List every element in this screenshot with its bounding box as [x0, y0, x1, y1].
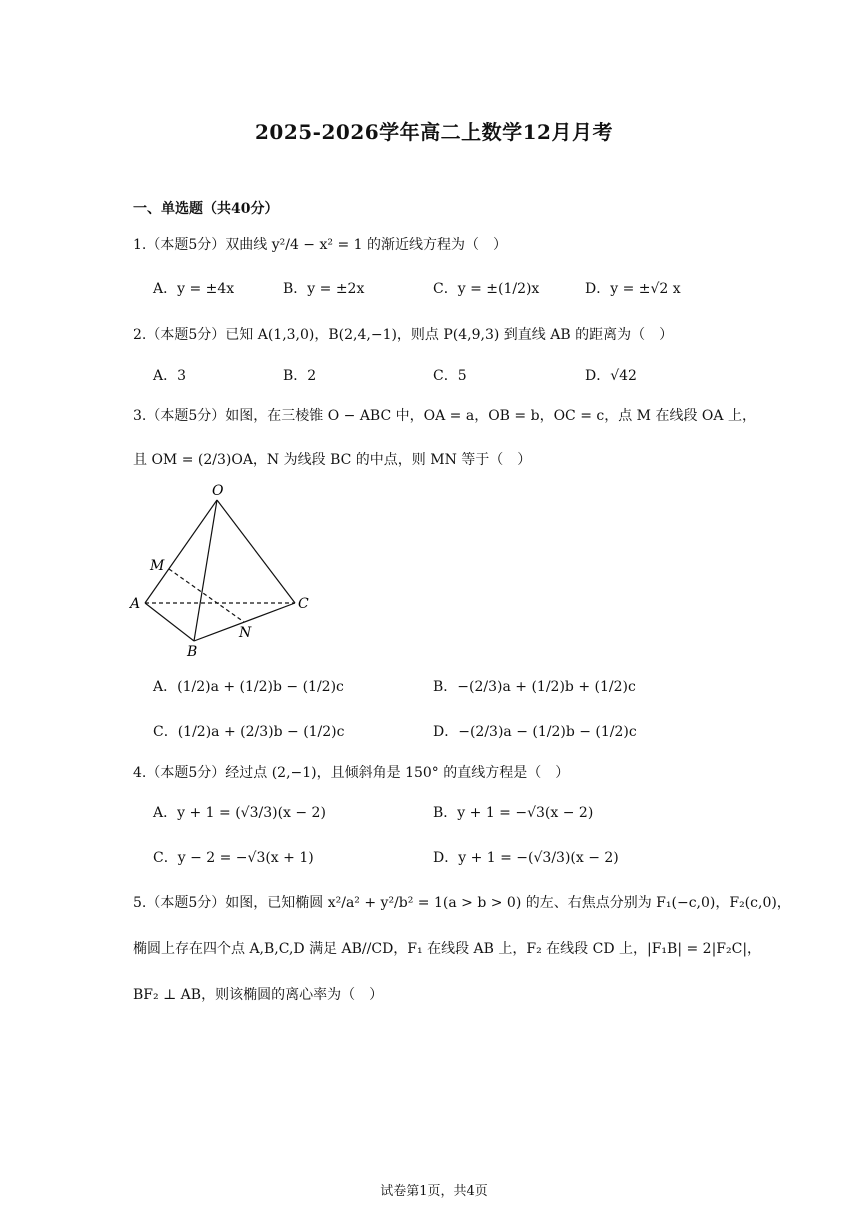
question-1-option-a[interactable]: A．y = ±4x [153, 281, 235, 297]
label-n: N [239, 625, 252, 641]
question-1-option-b[interactable]: B．y = ±2x [283, 281, 365, 297]
question-2-option-c[interactable]: C．5 [433, 368, 467, 384]
label-a: A [130, 596, 141, 612]
label-b: B [187, 644, 198, 658]
question-5-stem-line-1: 5.（本题5分）如图，已知椭圆 x²/a² + y²/b² = 1(a > b > 0) 的左、右焦点分别为 F₁(−c,0)，F₂(c,0)， [133, 895, 791, 911]
edge-oa [145, 500, 217, 603]
section-heading: 一、单选题（共40分） [133, 201, 279, 217]
page-footer: 试卷第1页，共4页 [380, 1184, 488, 1199]
question-4-option-b[interactable]: B．y + 1 = −√3(x − 2) [433, 805, 594, 821]
question-1-option-c[interactable]: C．y = ±(1/2)x [433, 281, 540, 297]
question-2-option-b[interactable]: B．2 [283, 368, 317, 384]
question-5-stem-line-3: BF₂ ⊥ AB，则该椭圆的离心率为（ ） [133, 987, 384, 1003]
question-4-option-c[interactable]: C．y − 2 = −√3(x + 1) [153, 850, 314, 866]
question-3-option-d[interactable]: D．−(2/3)a − (1/2)b − (1/2)c [433, 724, 637, 740]
page-title: 2025-2026学年高二上数学12月月考 [255, 120, 613, 144]
question-5-stem-line-2: 椭圆上存在四个点 A,B,C,D 满足 AB//CD，F₁ 在线段 AB 上，F₂ 在线段 CD 上，|F₁B| = 2|F₂C|， [133, 941, 762, 957]
question-3-stem-line-1: 3.（本题5分）如图，在三棱锥 O − ABC 中，OA = a，OB = b，OC = c，点 M 在线段 OA 上， [133, 408, 756, 424]
question-2-option-d[interactable]: D．√42 [585, 368, 637, 384]
edge-ob [194, 500, 217, 641]
question-3-stem-line-2: 且 OM = (2/3)OA，N 为线段 BC 的中点，则 MN 等于（ ） [133, 452, 532, 468]
edge-oc [217, 500, 295, 603]
question-4-stem: 4.（本题5分）经过点 (2,−1)，且倾斜角是 150° 的直线方程是（ ） [133, 765, 570, 781]
question-3-option-b[interactable]: B．−(2/3)a + (1/2)b + (1/2)c [433, 679, 636, 695]
label-m: M [150, 558, 165, 574]
question-4-option-a[interactable]: A．y + 1 = (√3/3)(x − 2) [153, 805, 326, 821]
label-c: C [298, 596, 309, 612]
edge-ab [145, 603, 194, 641]
segment-mn [169, 569, 244, 622]
question-3-option-a[interactable]: A．(1/2)a + (1/2)b − (1/2)c [153, 679, 344, 695]
tetrahedron-figure [128, 478, 328, 658]
label-o: O [212, 483, 224, 499]
question-2-option-a[interactable]: A．3 [153, 368, 187, 384]
question-4-option-d[interactable]: D．y + 1 = −(√3/3)(x − 2) [433, 850, 619, 866]
question-3-option-c[interactable]: C．(1/2)a + (2/3)b − (1/2)c [153, 724, 345, 740]
question-1-option-d[interactable]: D．y = ±√2 x [585, 281, 681, 297]
question-1-stem: 1.（本题5分）双曲线 y²/4 − x² = 1 的渐近线方程为（ ） [133, 237, 507, 253]
question-2-stem: 2.（本题5分）已知 A(1,3,0)，B(2,4,−1)，则点 P(4,9,3) 到直线 AB 的距离为（ ） [133, 327, 674, 343]
